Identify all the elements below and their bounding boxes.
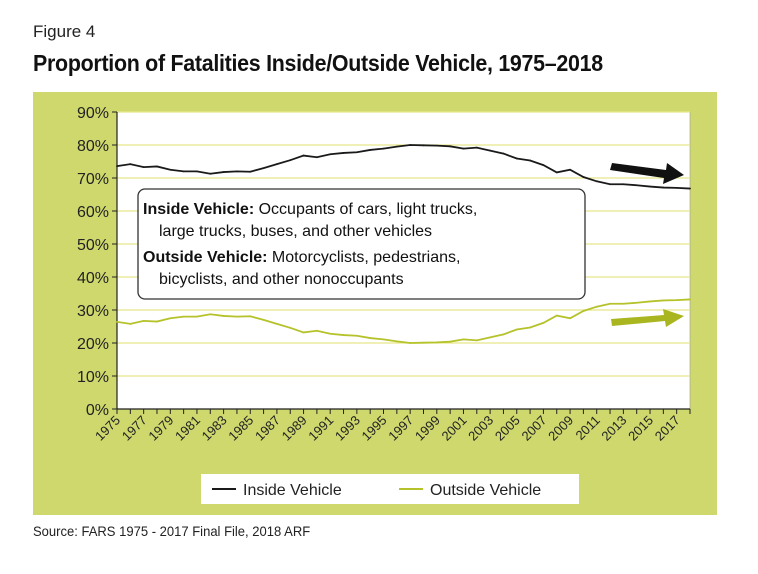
data-point-outside bbox=[236, 316, 238, 318]
data-point-inside bbox=[116, 165, 118, 167]
data-point-outside bbox=[156, 321, 158, 323]
data-point-outside bbox=[396, 340, 398, 342]
data-point-outside bbox=[129, 323, 131, 325]
x-tick-label: 1991 bbox=[305, 412, 337, 444]
data-point-inside bbox=[343, 152, 345, 154]
data-point-inside bbox=[183, 171, 185, 173]
x-tick-label: 1995 bbox=[358, 412, 390, 444]
data-point-inside bbox=[129, 163, 131, 165]
data-point-outside bbox=[636, 302, 638, 304]
data-point-inside bbox=[622, 183, 624, 185]
data-point-inside bbox=[316, 156, 318, 158]
x-tick-label: 1987 bbox=[251, 412, 284, 444]
data-point-inside bbox=[196, 171, 198, 173]
data-point-outside bbox=[503, 334, 505, 336]
legend bbox=[201, 474, 579, 504]
data-point-outside bbox=[489, 336, 491, 338]
data-point-outside bbox=[143, 320, 145, 322]
data-point-outside bbox=[356, 335, 358, 337]
y-tick-label: 90% bbox=[76, 105, 109, 122]
y-tick-label: 50% bbox=[76, 237, 109, 254]
y-tick-label: 30% bbox=[76, 303, 109, 320]
data-point-inside bbox=[609, 183, 611, 185]
data-point-outside bbox=[289, 327, 291, 329]
data-point-outside bbox=[383, 338, 385, 340]
annotation-inside-line1 bbox=[143, 201, 477, 218]
data-point-outside bbox=[276, 323, 278, 325]
data-point-outside bbox=[263, 319, 265, 321]
x-tick-label: 2003 bbox=[465, 412, 497, 444]
data-point-outside bbox=[343, 334, 345, 336]
data-point-inside bbox=[383, 148, 385, 150]
data-point-inside bbox=[423, 144, 425, 146]
data-point-outside bbox=[529, 327, 531, 329]
annotation-inside-line2: large trucks, buses, and other vehicles bbox=[159, 223, 433, 240]
data-point-outside bbox=[516, 329, 518, 331]
x-tick-label: 1981 bbox=[172, 412, 204, 444]
source-note: Source: FARS 1975 - 2017 Final File, 2018 ARF bbox=[33, 523, 311, 539]
legend-label-outside-vehicle: Outside Vehicle bbox=[430, 482, 542, 499]
x-tick-label: 2013 bbox=[598, 412, 630, 444]
data-point-inside bbox=[649, 186, 651, 188]
y-tick-label: 20% bbox=[76, 336, 109, 353]
x-tick-label: 2011 bbox=[572, 412, 603, 443]
annotation-outside-line2: bicyclists, and other nonoccupants bbox=[159, 271, 404, 288]
x-tick-label: 2017 bbox=[651, 412, 683, 444]
x-tick-label: 1977 bbox=[118, 412, 150, 444]
data-point-inside bbox=[582, 176, 584, 178]
data-point-outside bbox=[196, 316, 198, 318]
data-point-inside bbox=[276, 163, 278, 165]
data-point-outside bbox=[569, 317, 571, 319]
data-point-outside bbox=[689, 299, 691, 301]
data-point-inside bbox=[143, 166, 145, 168]
data-point-inside bbox=[543, 164, 545, 166]
x-tick-label: 1989 bbox=[278, 412, 310, 444]
annotation-box bbox=[138, 189, 585, 299]
data-point-outside bbox=[223, 315, 225, 317]
data-point-outside bbox=[116, 321, 118, 323]
data-point-inside bbox=[263, 167, 265, 169]
data-point-outside bbox=[409, 342, 411, 344]
data-point-inside bbox=[596, 180, 598, 182]
data-point-outside bbox=[316, 330, 318, 332]
data-point-inside bbox=[516, 158, 518, 160]
y-tick-label: 80% bbox=[76, 138, 109, 155]
y-tick-label: 10% bbox=[76, 369, 109, 386]
y-tick-label: 0% bbox=[85, 402, 109, 419]
data-point-outside bbox=[476, 339, 478, 341]
data-point-inside bbox=[249, 171, 251, 173]
data-point-outside bbox=[676, 299, 678, 301]
data-point-inside bbox=[303, 155, 305, 157]
data-point-inside bbox=[476, 147, 478, 149]
data-point-outside bbox=[249, 315, 251, 317]
data-point-inside bbox=[289, 159, 291, 161]
data-point-inside bbox=[356, 151, 358, 153]
data-point-inside bbox=[436, 145, 438, 147]
data-point-inside bbox=[556, 171, 558, 173]
data-point-inside bbox=[396, 146, 398, 148]
data-point-outside bbox=[209, 313, 211, 315]
data-point-inside bbox=[676, 187, 678, 189]
figure-label: Figure 4 bbox=[33, 22, 96, 41]
y-tick-label: 70% bbox=[76, 171, 109, 188]
data-point-outside bbox=[662, 300, 664, 302]
data-point-inside bbox=[463, 148, 465, 150]
data-point-inside bbox=[689, 188, 691, 190]
data-point-outside bbox=[622, 303, 624, 305]
data-point-inside bbox=[449, 145, 451, 147]
y-tick-label: 40% bbox=[76, 270, 109, 287]
data-point-outside bbox=[596, 306, 598, 308]
x-tick-label: 1975 bbox=[92, 412, 124, 444]
data-point-outside bbox=[582, 310, 584, 312]
y-tick-label: 60% bbox=[76, 204, 109, 221]
data-point-outside bbox=[463, 338, 465, 340]
data-point-inside bbox=[369, 149, 371, 151]
data-point-outside bbox=[329, 333, 331, 335]
data-point-inside bbox=[503, 153, 505, 155]
data-point-outside bbox=[449, 341, 451, 343]
data-point-outside bbox=[543, 322, 545, 324]
x-tick-label: 2007 bbox=[518, 412, 550, 444]
x-tick-label: 1985 bbox=[225, 412, 257, 444]
data-point-inside bbox=[209, 173, 211, 175]
data-point-inside bbox=[236, 171, 238, 173]
data-point-inside bbox=[169, 169, 171, 171]
data-point-outside bbox=[303, 332, 305, 334]
data-point-inside bbox=[489, 150, 491, 152]
annotation-outside-text1: Motorcyclists, pedestrians, bbox=[267, 249, 461, 266]
data-point-outside bbox=[423, 342, 425, 344]
data-point-outside bbox=[436, 341, 438, 343]
data-point-outside bbox=[183, 316, 185, 318]
x-tick-label: 2001 bbox=[438, 412, 470, 444]
annotation-inside-heading: Inside Vehicle: bbox=[143, 201, 255, 218]
data-point-inside bbox=[156, 166, 158, 168]
data-point-inside bbox=[569, 169, 571, 171]
x-tick-label: 2015 bbox=[625, 412, 657, 444]
data-point-inside bbox=[662, 187, 664, 189]
data-point-inside bbox=[636, 184, 638, 186]
x-tick-label: 1999 bbox=[411, 412, 443, 444]
x-tick-label: 1983 bbox=[198, 412, 230, 444]
data-point-inside bbox=[329, 153, 331, 155]
data-point-inside bbox=[409, 144, 411, 146]
x-tick-label: 2005 bbox=[491, 412, 523, 444]
x-tick-label: 1997 bbox=[385, 412, 417, 444]
x-tick-label: 2009 bbox=[545, 412, 577, 444]
annotation-inside-text1: Occupants of cars, light trucks, bbox=[254, 201, 478, 218]
data-point-outside bbox=[609, 303, 611, 305]
x-tick-label: 1993 bbox=[331, 412, 363, 444]
data-point-inside bbox=[529, 160, 531, 162]
data-point-outside bbox=[556, 315, 558, 317]
chart-title: Proportion of Fatalities Inside/Outside Vehicle, 1975–2018 bbox=[33, 50, 603, 76]
legend-label-inside-vehicle: Inside Vehicle bbox=[243, 482, 342, 499]
annotation-outside-line1 bbox=[143, 249, 460, 266]
x-tick-label: 1979 bbox=[145, 412, 177, 444]
data-point-outside bbox=[649, 301, 651, 303]
annotation-outside-heading: Outside Vehicle: bbox=[143, 249, 268, 266]
data-point-outside bbox=[369, 337, 371, 339]
data-point-inside bbox=[223, 171, 225, 173]
data-point-outside bbox=[169, 317, 171, 319]
